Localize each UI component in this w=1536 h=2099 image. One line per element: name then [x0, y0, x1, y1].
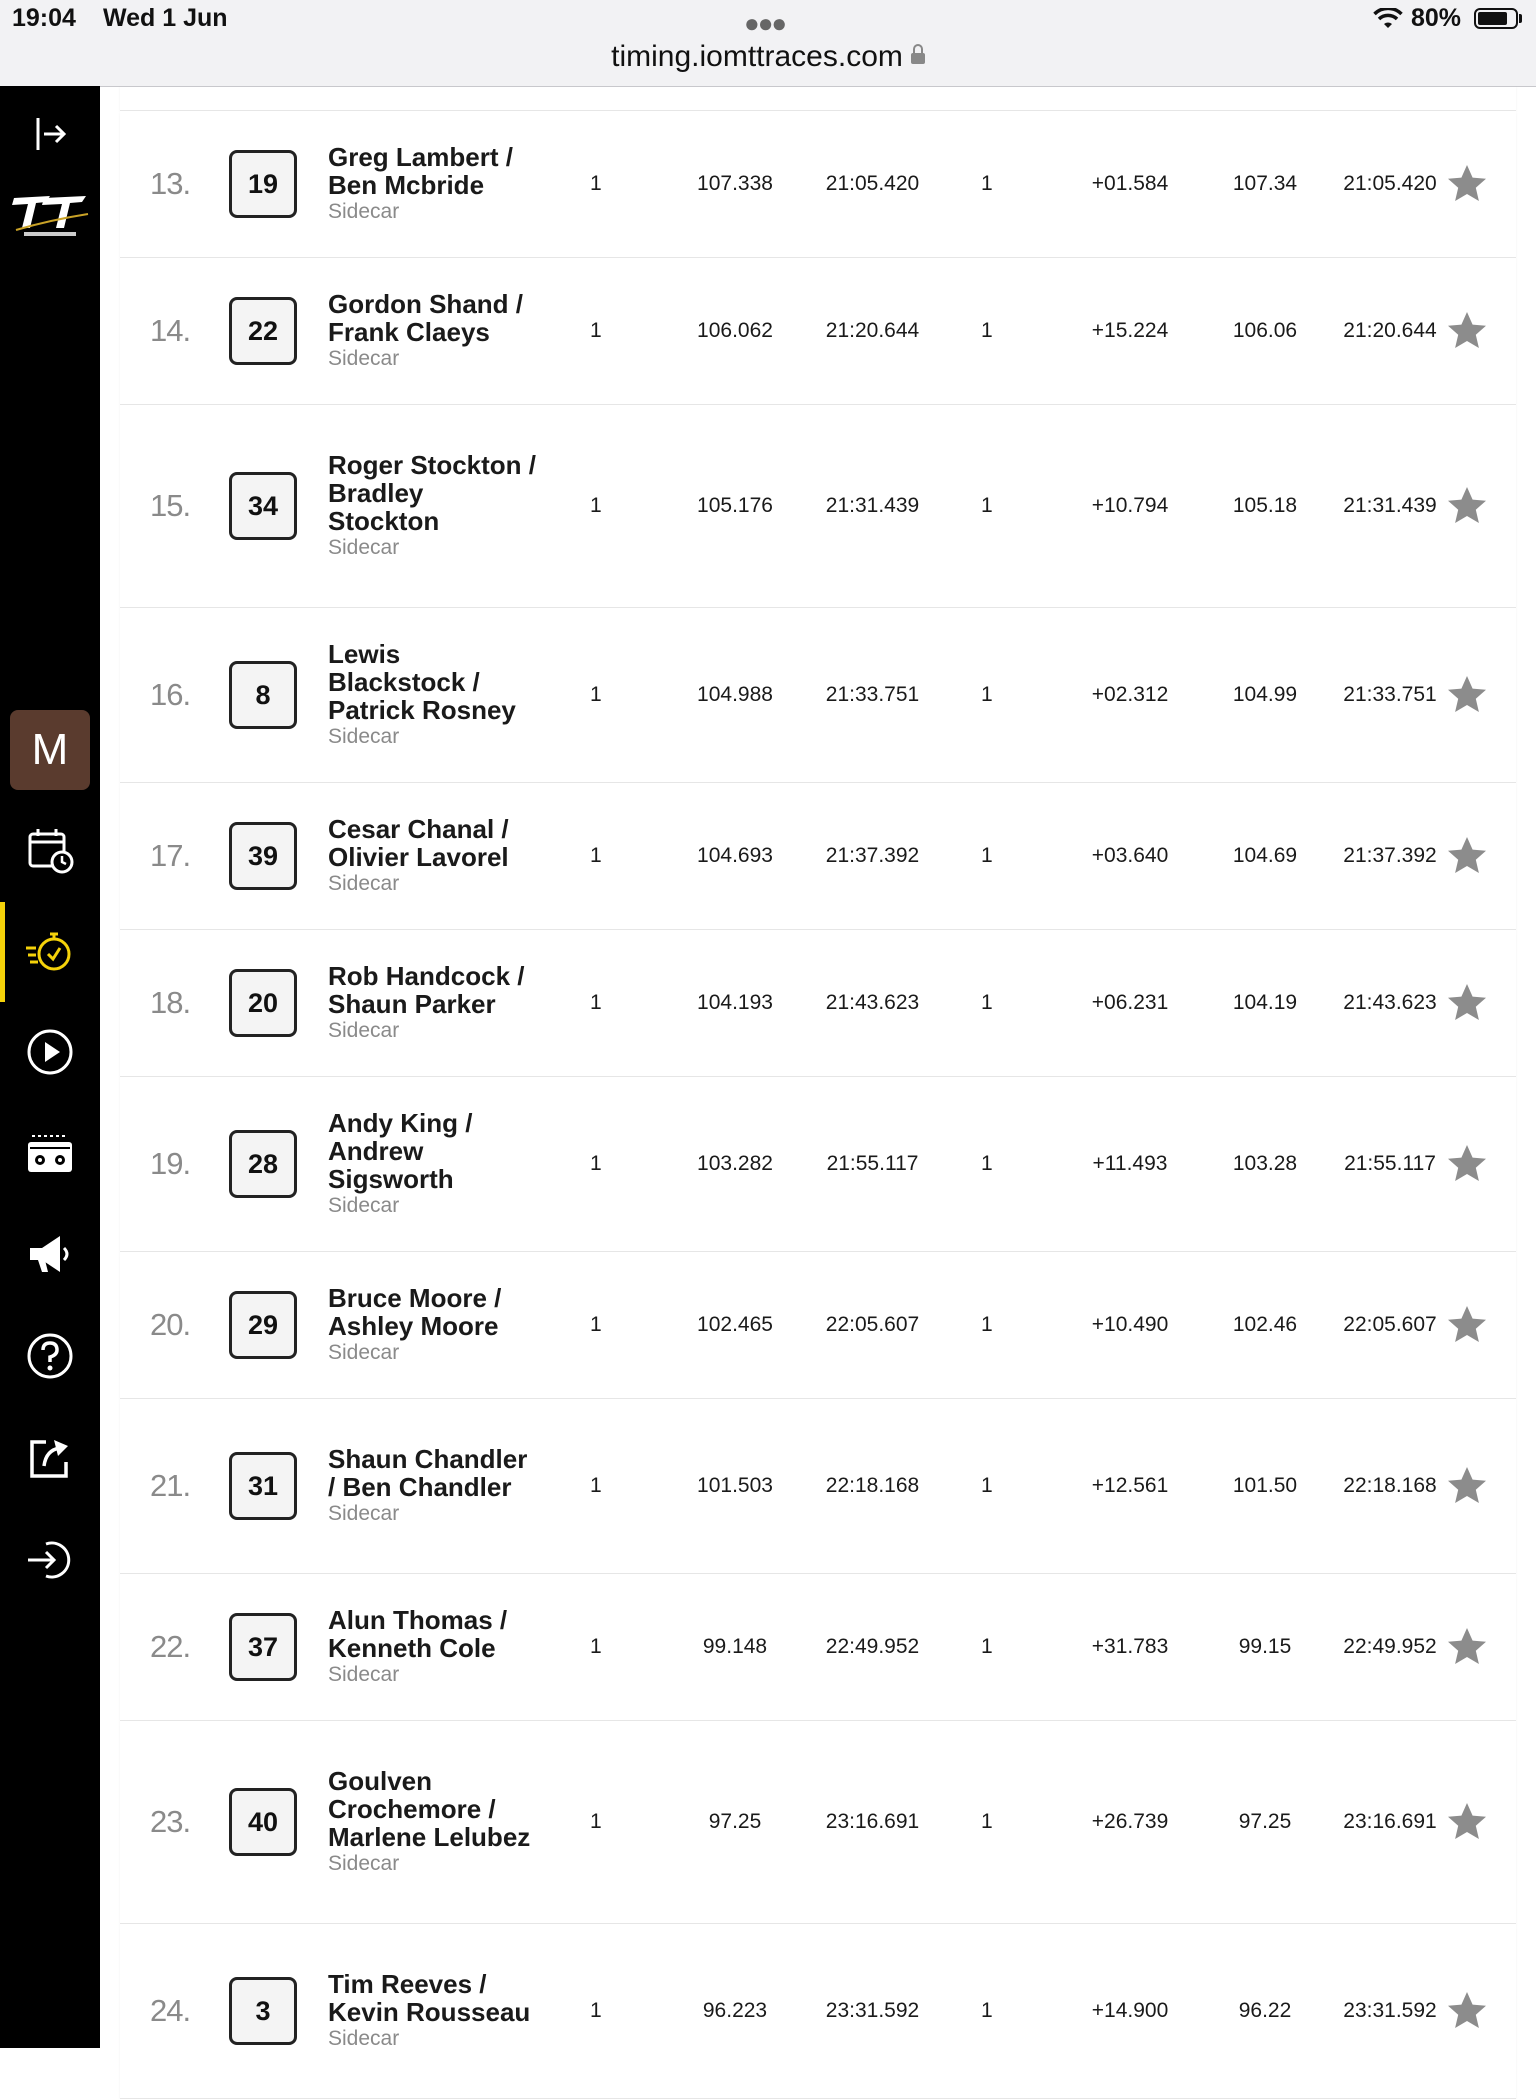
laps: 1	[590, 1999, 602, 2022]
lock-icon	[911, 53, 925, 64]
best-time: 23:16.691	[1343, 1810, 1437, 1833]
rider-info[interactable]	[328, 1284, 538, 1366]
last-lap: 1	[981, 172, 993, 195]
speed: 103.282	[697, 1152, 773, 1175]
favorite-star-icon[interactable]	[1445, 1464, 1489, 1508]
radio-icon[interactable]	[22, 1126, 78, 1182]
favorite-star-icon[interactable]	[1445, 484, 1489, 528]
timing-icon[interactable]	[22, 924, 78, 980]
laps: 1	[590, 1152, 602, 1175]
best-time: 21:43.623	[1343, 991, 1437, 1014]
rider-name[interactable]: Cesar Chanal / Olivier Lavorel	[328, 814, 509, 872]
race-time: 23:16.691	[825, 1810, 920, 1833]
race-number: 37	[229, 1613, 297, 1681]
rider-name[interactable]: Bruce Moore / Ashley Moore	[328, 1283, 502, 1341]
rider-info[interactable]	[328, 143, 538, 225]
race-time: 21:55.117	[826, 1152, 919, 1175]
best-time: 21:37.392	[1343, 844, 1437, 867]
table-row[interactable]	[120, 1721, 1516, 1924]
laps: 1	[590, 319, 602, 342]
speed: 96.223	[702, 1999, 768, 2022]
table-row[interactable]	[120, 930, 1516, 1077]
favorite-star-icon[interactable]	[1445, 1989, 1489, 2033]
race-number: 28	[229, 1130, 297, 1198]
race-time: 23:31.592	[825, 1999, 920, 2022]
speed: 104.693	[697, 844, 773, 867]
rider-name[interactable]: Gordon Shand / Frank Claeys	[328, 289, 523, 347]
address-bar[interactable]	[0, 40, 1536, 74]
rider-name[interactable]: Andy King / Andrew Sigsworth	[328, 1108, 473, 1194]
best-speed: 105.18	[1232, 494, 1298, 517]
table-row[interactable]	[120, 405, 1516, 608]
best-time: 21:05.420	[1343, 172, 1437, 195]
position: 17.	[150, 838, 191, 873]
rider-info[interactable]	[328, 451, 538, 561]
position: 20.	[150, 1307, 191, 1342]
rider-info[interactable]	[328, 1767, 538, 1877]
table-row[interactable]	[120, 1077, 1516, 1252]
race-number: 29	[229, 1291, 297, 1359]
position: 24.	[150, 1993, 191, 2028]
last-lap: 1	[981, 1635, 993, 1658]
gap: +06.231	[1091, 991, 1169, 1014]
favorite-star-icon[interactable]	[1445, 1142, 1489, 1186]
help-icon[interactable]	[22, 1328, 78, 1384]
rider-info[interactable]	[328, 1109, 538, 1219]
speed: 99.148	[702, 1635, 768, 1658]
best-speed: 103.28	[1232, 1152, 1298, 1175]
url-text[interactable]: timing.iomttraces.com	[611, 40, 903, 73]
last-lap: 1	[981, 1999, 993, 2022]
best-speed: 107.34	[1232, 172, 1298, 195]
best-speed: 106.06	[1232, 319, 1298, 342]
race-number: 40	[229, 1788, 297, 1856]
laps: 1	[590, 494, 602, 517]
play-icon[interactable]	[22, 1024, 78, 1080]
rider-info[interactable]	[328, 815, 538, 897]
race-number: 3	[229, 1977, 297, 2045]
last-lap: 1	[981, 1810, 993, 1833]
rider-name[interactable]: Rob Handcock / Shaun Parker	[328, 961, 525, 1019]
favorite-star-icon[interactable]	[1445, 162, 1489, 206]
position: 21.	[150, 1468, 191, 1503]
position: 22.	[150, 1629, 191, 1664]
last-lap: 1	[981, 844, 993, 867]
race-number: 8	[229, 661, 297, 729]
multitask-dots-icon[interactable]: ●●●	[744, 8, 786, 38]
race-number: 20	[229, 969, 297, 1037]
status-date: Wed 1 Jun	[103, 4, 228, 32]
laps: 1	[590, 172, 602, 195]
position: 15.	[150, 488, 191, 523]
gap: +14.900	[1091, 1999, 1169, 2022]
race-number: 19	[229, 150, 297, 218]
best-speed: 104.69	[1232, 844, 1298, 867]
race-number: 31	[229, 1452, 297, 1520]
rider-info[interactable]	[328, 290, 538, 372]
position: 23.	[150, 1804, 191, 1839]
favorite-star-icon[interactable]	[1445, 1800, 1489, 1844]
rider-class: Sidecar	[328, 1502, 400, 1525]
table-row[interactable]	[120, 1399, 1516, 1574]
status-time: 19:04	[12, 4, 76, 32]
rider-class: Sidecar	[328, 1019, 400, 1042]
speed: 104.988	[697, 683, 773, 706]
table-row[interactable]	[120, 608, 1516, 783]
laps: 1	[590, 683, 602, 706]
rider-info[interactable]	[328, 640, 538, 750]
rider-class: Sidecar	[328, 1852, 400, 1875]
best-speed: 96.22	[1238, 1999, 1292, 2022]
race-time: 21:20.644	[825, 319, 920, 342]
race-time: 21:33.751	[825, 683, 920, 706]
best-time: 22:05.607	[1343, 1313, 1437, 1336]
laps: 1	[590, 1635, 602, 1658]
best-time: 23:31.592	[1343, 1999, 1437, 2022]
best-speed: 97.25	[1238, 1810, 1292, 1833]
race-time: 22:05.607	[825, 1313, 920, 1336]
favorite-star-icon[interactable]	[1445, 673, 1489, 717]
last-lap: 1	[981, 1313, 993, 1336]
gap: +11.493	[1092, 1152, 1168, 1175]
last-lap: 1	[981, 494, 993, 517]
table-row[interactable]	[120, 258, 1516, 405]
gap: +02.312	[1091, 683, 1169, 706]
login-icon[interactable]	[22, 1532, 78, 1588]
position: 18.	[150, 985, 191, 1020]
best-time: 21:55.117	[1344, 1152, 1436, 1175]
gap: +10.794	[1091, 494, 1169, 517]
speed: 97.25	[708, 1810, 762, 1833]
last-lap: 1	[981, 1474, 993, 1497]
position: 16.	[150, 677, 191, 712]
speed: 107.338	[697, 172, 773, 195]
table-row[interactable]	[120, 1252, 1516, 1399]
rider-info[interactable]	[328, 962, 538, 1044]
gap: +26.739	[1091, 1810, 1169, 1833]
rider-info[interactable]	[328, 1445, 538, 1527]
rider-name[interactable]: Greg Lambert / Ben Mcbride	[328, 142, 513, 200]
rider-class: Sidecar	[328, 872, 400, 895]
rider-class: Sidecar	[328, 200, 400, 223]
schedule-icon[interactable]	[22, 822, 78, 878]
speed: 106.062	[697, 319, 773, 342]
battery-percent: 80%	[1411, 4, 1462, 32]
rider-class: Sidecar	[328, 725, 400, 748]
favorite-star-icon[interactable]	[1445, 1625, 1489, 1669]
laps: 1	[590, 991, 602, 1014]
rider-info[interactable]	[328, 1970, 538, 2052]
battery-icon	[1474, 8, 1518, 29]
rider-name[interactable]: Alun Thomas / Kenneth Cole	[328, 1605, 508, 1663]
race-time: 21:05.420	[825, 172, 920, 195]
tt-logo[interactable]	[10, 190, 90, 240]
best-speed: 99.15	[1238, 1635, 1292, 1658]
best-time: 22:49.952	[1343, 1635, 1437, 1658]
race-time: 22:18.168	[825, 1474, 920, 1497]
rider-class: Sidecar	[328, 347, 400, 370]
laps: 1	[590, 1474, 602, 1497]
table-row[interactable]	[120, 1574, 1516, 1721]
battery-tip	[1519, 14, 1522, 23]
race-time: 21:37.392	[825, 844, 920, 867]
best-time: 22:18.168	[1343, 1474, 1437, 1497]
table-row[interactable]	[120, 111, 1516, 258]
gap: +12.561	[1091, 1474, 1169, 1497]
race-time: 21:43.623	[825, 991, 920, 1014]
avatar[interactable]: M	[10, 710, 90, 790]
rider-class: Sidecar	[328, 1341, 400, 1364]
last-lap: 1	[981, 683, 993, 706]
best-time: 21:20.644	[1343, 319, 1437, 342]
rider-info[interactable]	[328, 1606, 538, 1688]
favorite-star-icon[interactable]	[1445, 834, 1489, 878]
megaphone-icon[interactable]	[22, 1226, 78, 1282]
rider-name[interactable]: Goulven Crochemore / Marlene Lelubez	[328, 1766, 531, 1852]
best-speed: 101.50	[1232, 1474, 1298, 1497]
position: 19.	[150, 1146, 191, 1181]
previous-row-edge	[120, 86, 1516, 111]
rider-name[interactable]: Lewis Blackstock / Patrick Rosney	[328, 639, 516, 725]
gap: +01.584	[1091, 172, 1169, 195]
speed: 104.193	[697, 991, 773, 1014]
speed: 105.176	[697, 494, 773, 517]
rider-class: Sidecar	[328, 2027, 400, 2050]
gap: +15.224	[1091, 319, 1169, 342]
table-row[interactable]	[120, 783, 1516, 930]
rider-name[interactable]: Roger Stockton / Bradley Stockton	[328, 450, 537, 536]
rider-class: Sidecar	[328, 1194, 400, 1217]
laps: 1	[590, 1313, 602, 1336]
rider-name[interactable]: Shaun Chandler / Ben Chandler	[328, 1444, 528, 1502]
best-time: 21:31.439	[1343, 494, 1437, 517]
gap: +10.490	[1091, 1313, 1169, 1336]
best-speed: 104.19	[1232, 991, 1298, 1014]
rider-class: Sidecar	[328, 536, 400, 559]
best-time: 21:33.751	[1343, 683, 1437, 706]
last-lap: 1	[981, 319, 993, 342]
laps: 1	[590, 844, 602, 867]
race-number: 34	[229, 472, 297, 540]
rider-class: Sidecar	[328, 1663, 400, 1686]
gap: +31.783	[1091, 1635, 1169, 1658]
results-table	[120, 86, 1516, 2099]
favorite-star-icon[interactable]	[1445, 309, 1489, 353]
best-speed: 102.46	[1232, 1313, 1298, 1336]
speed: 102.465	[697, 1313, 773, 1336]
wifi-icon	[1373, 8, 1403, 30]
gap: +03.640	[1091, 844, 1169, 867]
active-indicator	[0, 902, 5, 1002]
position: 14.	[150, 313, 191, 348]
collapse-icon[interactable]	[22, 106, 78, 162]
last-lap: 1	[981, 1152, 993, 1175]
race-number: 22	[229, 297, 297, 365]
browser-bar	[0, 0, 1536, 87]
position: 13.	[150, 166, 191, 201]
table-row[interactable]	[120, 1924, 1516, 2099]
favorite-star-icon[interactable]	[1445, 1303, 1489, 1347]
last-lap: 1	[981, 991, 993, 1014]
race-number: 39	[229, 822, 297, 890]
race-time: 21:31.439	[825, 494, 920, 517]
laps: 1	[590, 1810, 602, 1833]
speed: 101.503	[697, 1474, 773, 1497]
sidebar	[0, 86, 100, 2048]
share-icon[interactable]	[22, 1430, 78, 1486]
race-time: 22:49.952	[825, 1635, 920, 1658]
favorite-star-icon[interactable]	[1445, 981, 1489, 1025]
best-speed: 104.99	[1232, 683, 1298, 706]
rider-name[interactable]: Tim Reeves / Kevin Rousseau	[328, 1969, 531, 2027]
